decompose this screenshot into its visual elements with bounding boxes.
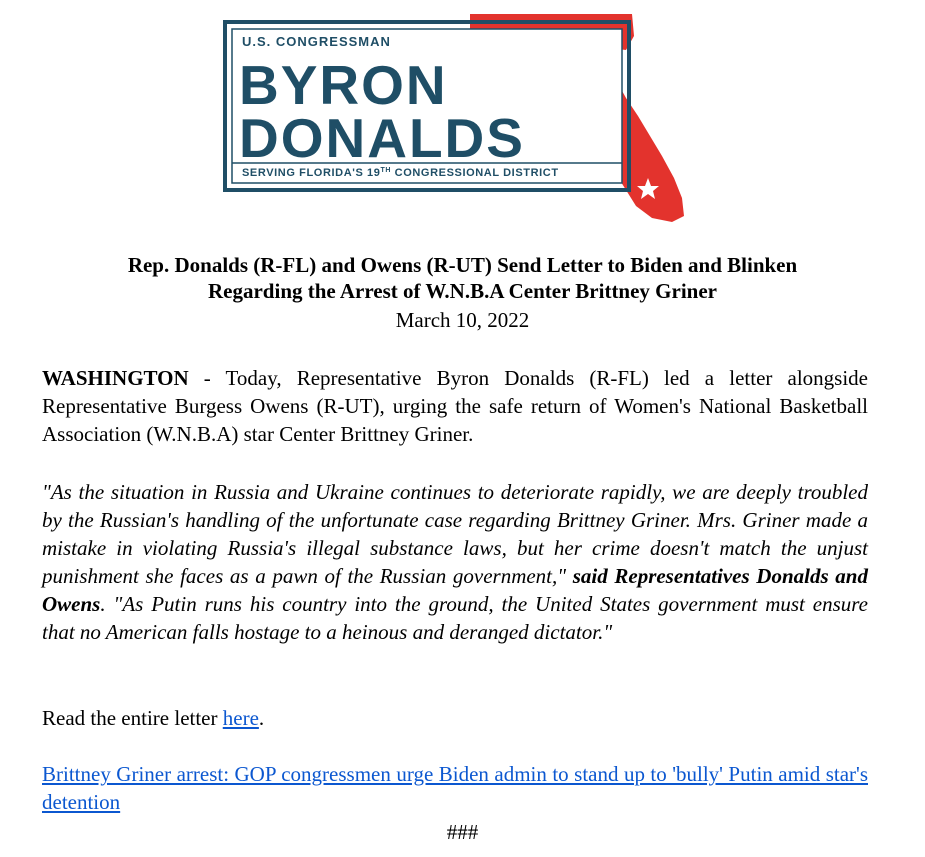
title-line-2: Regarding the Arrest of W.N.B.A Center Brittney Griner: [208, 279, 717, 303]
logo-top-line: U.S. CONGRESSMAN: [242, 34, 391, 49]
congressman-logo: [222, 14, 692, 224]
logo-name-line1: BYRON: [239, 54, 448, 116]
quote-attribution: said Representatives Donalds and Owens: [42, 564, 868, 616]
release-date: March 10, 2022: [395, 308, 530, 332]
intro-text: - Today, Representative Byron Donalds (R-FL) led a letter alongside Representative Burgess Owens (R-UT), urging the safe return of Women's National Basketball Association (W.N.B.A) star Center Brittney Griner.: [42, 366, 868, 446]
dateline: WASHINGTON: [42, 366, 189, 390]
end-mark: ###: [446, 820, 479, 844]
logo-bottom-line: SERVING FLORIDA'S 19TH CONGRESSIONAL DISTRICT: [242, 167, 559, 179]
read-suffix: .: [258, 706, 265, 730]
quote-paragraph: [42, 478, 868, 646]
letter-link[interactable]: here: [222, 706, 259, 730]
article-paragraph: [42, 760, 868, 816]
quote-text-2: . "As Putin runs his country into the ground, the United States government must ensure that no American falls hostage to a heinous and deranged dictator.": [42, 592, 868, 644]
article-link[interactable]: Brittney Griner arrest: GOP congressmen urge Biden admin to stand up to 'bully' Putin amid star's detention: [42, 762, 868, 814]
quote-text-1: "As the situation in Russia and Ukraine continues to deteriorate rapidly, we are deeply troubled by the Russian's handling of the unfortunate case regarding Brittney Griner. Mrs. Griner made a mistake in violating Russia's illegal substance laws, but her crime doesn't match the unjust punishment she faces as a pawn of the Russian government,": [42, 480, 868, 588]
logo-name-line2: DONALDS: [239, 107, 525, 169]
release-title: [0, 252, 925, 304]
intro-paragraph: [42, 364, 868, 448]
read-letter-paragraph: [42, 704, 868, 732]
read-prefix: Read the entire letter: [42, 706, 223, 730]
title-line-1: Rep. Donalds (R-FL) and Owens (R-UT) Send Letter to Biden and Blinken: [127, 253, 798, 277]
